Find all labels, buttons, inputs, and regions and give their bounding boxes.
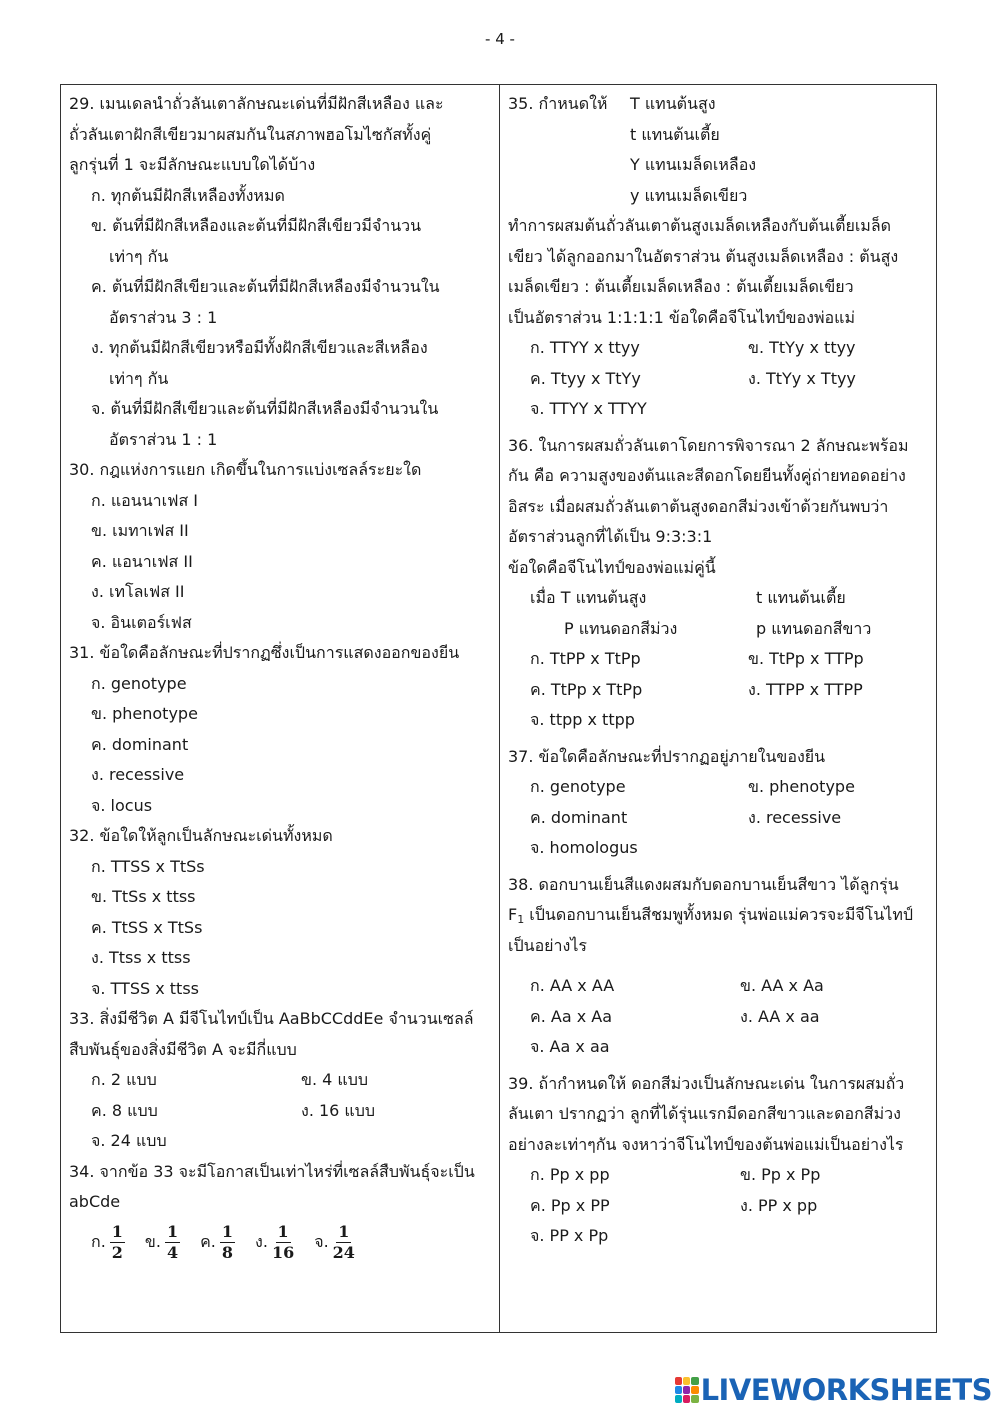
- q37-option-c[interactable]: ค. dominant: [530, 807, 628, 827]
- q29-option-a[interactable]: ก. ทุกต้นมีฝักสีเหลืองทั้งหมด: [91, 185, 285, 205]
- q30-option-e[interactable]: จ. อินเตอร์เฟส: [91, 612, 192, 632]
- q31-stem: 31. ข้อใดคือลักษณะที่ปรากฏซึ่งเป็นการแสดงออกของยีน: [69, 643, 460, 662]
- q38-para-2-text: เป็นดอกบานเย็นสีชมพูทั้งหมด รุ่นพ่อแม่ควรจะมีจีโนไทป์: [524, 905, 914, 924]
- q35-option-e[interactable]: จ. TTYY x TTYY: [530, 399, 647, 418]
- fraction: [333, 1222, 355, 1263]
- q32-option-e[interactable]: จ. TTSS x ttss: [91, 978, 199, 998]
- q38-option-e[interactable]: จ. Aa x aa: [530, 1037, 610, 1056]
- denominator: 2: [111, 1243, 123, 1262]
- page-number: - 4 -: [485, 30, 515, 48]
- q30-option-b[interactable]: ข. เมทาเฟส II: [91, 521, 189, 540]
- q36-key-p: p แทนดอกสีขาว: [756, 618, 872, 638]
- option-label: จ.: [314, 1232, 329, 1251]
- fraction: [110, 1222, 125, 1263]
- q38-row-2: [508, 1002, 930, 1033]
- q31-option-c[interactable]: ค. dominant: [91, 734, 189, 754]
- q34-option-e[interactable]: [314, 1222, 355, 1263]
- numerator: 1: [221, 1222, 234, 1241]
- q38-para-3: เป็นอย่างไร: [508, 935, 587, 955]
- q39-option-d[interactable]: ง. PP x pp: [740, 1195, 818, 1215]
- q38-row-1: [508, 971, 930, 1002]
- q35-option-a[interactable]: ก. TTYY x ttyy: [530, 338, 640, 357]
- q34-stem-1: 34. จากข้อ 33 จะมีโอกาสเป็นเท่าไหร่ที่เซลล์สืบพันธุ์จะเป็น: [69, 1161, 475, 1181]
- q35-key-t: t แทนต้นเตี้ย: [630, 124, 720, 144]
- q36-row-2: [508, 675, 930, 706]
- option-label: ข.: [144, 1232, 161, 1251]
- q39-row-2: [508, 1191, 930, 1222]
- q29-option-e-cont: อัตราส่วน 1 : 1: [109, 429, 218, 449]
- fraction: [165, 1222, 180, 1263]
- q36-key-row-1: [508, 583, 930, 614]
- q32-option-b[interactable]: ข. TtSs x ttss: [91, 887, 196, 906]
- q39-option-c[interactable]: ค. Pp x PP: [530, 1195, 610, 1215]
- q30-stem: 30. กฎแห่งการแยก เกิดขึ้นในการแบ่งเซลล์ระยะใด: [69, 460, 422, 479]
- right-column: [508, 89, 930, 1252]
- q36-para-5: ข้อใดคือจีโนไทป์ของพ่อแม่คู่นี้: [508, 557, 716, 577]
- q35-para-4: เป็นอัตราส่วน 1:1:1:1 ข้อใดคือจีโนไทป์ของพ่อแม่: [508, 307, 855, 327]
- q35-key-Y: Y แทนเมล็ดเหลือง: [630, 155, 757, 174]
- q29-option-b[interactable]: ข. ต้นที่มีฝักสีเหลืองและต้นที่มีฝักสีเขียวมีจำนวน: [91, 216, 422, 235]
- q36-para-1: 36. ในการผสมถั่วลันเตาโดยการพิจารณา 2 ลักษณะพร้อม: [508, 435, 909, 455]
- q36-key-t: t แทนต้นเตี้ย: [756, 588, 846, 607]
- q32-option-d[interactable]: ง. Ttss x ttss: [91, 948, 191, 967]
- q39-para-1: 39. ถ้ากำหนดให้ ดอกสีม่วงเป็นลักษณะเด่น ในการผสมถั่ว: [508, 1073, 905, 1093]
- q36-option-b[interactable]: ข. TtPp x TTPp: [748, 649, 864, 668]
- q37-row-1: [508, 772, 930, 803]
- question-frame: [60, 84, 937, 1333]
- q35-para-1: ทำการผสมต้นถั่วลันเตาต้นสูงเมล็ดเหลืองกับต้นเตี้ยเมล็ด: [508, 216, 892, 235]
- q29-stem-3: ลูกรุ่นที่ 1 จะมีลักษณะแบบใดได้บ้าง: [69, 155, 316, 174]
- denominator: 16: [271, 1243, 295, 1262]
- q34-option-a[interactable]: [91, 1222, 125, 1263]
- q34-options: [69, 1218, 491, 1268]
- option-label: ค.: [200, 1232, 216, 1251]
- q37-option-b[interactable]: ข. phenotype: [748, 777, 855, 796]
- denominator: 24: [332, 1243, 355, 1262]
- q39-option-b[interactable]: ข. Pp x Pp: [740, 1165, 821, 1184]
- q29-stem-2: ถั่วลันเตาฝักสีเขียวมาผสมกันในสภาพฮอโมไซกัสทั้งคู่: [69, 124, 432, 144]
- q33-option-d[interactable]: ง. 16 แบบ: [301, 1100, 376, 1120]
- q36-para-4: อัตราส่วนลูกที่ได้เป็น 9:3:3:1: [508, 527, 713, 546]
- q38-f-subscript: 1: [517, 913, 525, 926]
- q38-para-2: [508, 900, 930, 931]
- q35-stem-1: [508, 89, 930, 120]
- q37-option-a[interactable]: ก. genotype: [530, 777, 626, 796]
- q35-row-2: [508, 364, 930, 395]
- q31-option-d[interactable]: ง. recessive: [91, 765, 185, 784]
- q29-option-c-cont: อัตราส่วน 3 : 1: [109, 307, 218, 327]
- q36-key-P: P แทนดอกสีม่วง: [564, 618, 678, 638]
- q36-option-d[interactable]: ง. TTPP x TTPP: [748, 679, 863, 699]
- q37-stem: 37. ข้อใดคือลักษณะที่ปรากฏอยู่ภายในของยีน: [508, 746, 826, 766]
- q36-option-a[interactable]: ก. TtPP x TtPp: [530, 649, 641, 668]
- q34-option-b[interactable]: [145, 1222, 180, 1263]
- q32-stem: 32. ข้อใดให้ลูกเป็นลักษณะเด่นทั้งหมด: [69, 826, 333, 845]
- q35-para-2: เขียว ได้ลูกออกมาในอัตราส่วน ต้นสูงเมล็ดเหลือง : ต้นสูง: [508, 246, 899, 266]
- q33-option-c[interactable]: ค. 8 แบบ: [91, 1100, 158, 1120]
- q38-para-1: 38. ดอกบานเย็นสีแดงผสมกับดอกบานเย็นสีขาว ได้ลูกรุ่น: [508, 874, 899, 894]
- q35-option-d[interactable]: ง. TtYy x Ttyy: [748, 368, 856, 388]
- q36-option-e[interactable]: จ. ttpp x ttpp: [530, 710, 635, 729]
- q33-stem-2: สืบพันธุ์ของสิ่งมีชีวิต A จะมีกี่แบบ: [69, 1039, 297, 1059]
- q34-option-c[interactable]: [200, 1222, 235, 1263]
- fraction: [220, 1222, 235, 1263]
- q31-option-a[interactable]: ก. genotype: [91, 673, 187, 693]
- q31-option-b[interactable]: ข. phenotype: [91, 704, 198, 723]
- q33-row-2: [69, 1096, 491, 1127]
- q39-para-3: อย่างละเท่าๆกัน จงหาว่าจีโนไทป์ของต้นพ่อแม่เป็นอย่างไร: [508, 1134, 904, 1154]
- q33-option-a[interactable]: ก. 2 แบบ: [91, 1070, 157, 1089]
- q36-option-c[interactable]: ค. TtPp x TtPp: [530, 679, 643, 699]
- q37-option-e[interactable]: จ. homologus: [530, 838, 638, 857]
- q39-para-2: ลันเตา ปรากฏว่า ลูกที่ได้รุ่นแรกมีดอกสีขาวและดอกสีม่วง: [508, 1104, 901, 1123]
- column-divider: [499, 85, 500, 1332]
- q37-row-2: [508, 803, 930, 834]
- q35-option-c[interactable]: ค. Ttyy x TtYy: [530, 368, 641, 388]
- q37-option-d[interactable]: ง. recessive: [748, 807, 842, 827]
- numerator: 1: [338, 1222, 350, 1241]
- q30-option-d[interactable]: ง. เทโลเฟส II: [91, 582, 185, 601]
- numerator: 1: [111, 1222, 123, 1241]
- q33-option-e[interactable]: จ. 24 แบบ: [91, 1131, 167, 1150]
- logo-grid-icon: [675, 1377, 699, 1403]
- q35-key-y: y แทนเมล็ดเขียว: [630, 185, 748, 205]
- option-label: ง.: [255, 1232, 268, 1251]
- q39-row-1: [508, 1160, 930, 1191]
- q36-key-row-2: [508, 614, 930, 645]
- q36-row-1: [508, 644, 930, 675]
- left-column: [69, 89, 491, 1268]
- logo-text: LIVEWORKSHEETS: [700, 1373, 992, 1407]
- q33-row-1: [69, 1065, 491, 1096]
- q39-option-e[interactable]: จ. PP x Pp: [530, 1226, 609, 1245]
- numerator: 1: [277, 1222, 289, 1241]
- q33-stem-1: 33. สิ่งมีชีวิต A มีจีโนไทป์เป็น AaBbCCddEe จำนวนเซลล์: [69, 1009, 474, 1028]
- q33-option-b[interactable]: ข. 4 แบบ: [301, 1070, 368, 1089]
- q29-option-d-cont: เท่าๆ กัน: [109, 368, 169, 388]
- q35-para-3: เมล็ดเขียว : ต้นเตี้ยเมล็ดเหลือง : ต้นเตี้ยเมล็ดเขียว: [508, 277, 854, 296]
- q38-option-b[interactable]: ข. AA x Aa: [740, 976, 824, 995]
- q35-intro: 35. กำหนดให้: [508, 94, 608, 113]
- q39-option-a[interactable]: ก. Pp x pp: [530, 1165, 610, 1184]
- denominator: 4: [166, 1243, 179, 1262]
- q35-row-1: [508, 333, 930, 364]
- q34-stem-2: abCde: [69, 1192, 121, 1211]
- q31-option-e[interactable]: จ. locus: [91, 795, 153, 815]
- q32-option-c[interactable]: ค. TtSS x TtSs: [91, 917, 203, 937]
- q35-option-b[interactable]: ข. TtYy x ttyy: [748, 338, 856, 357]
- q38-f: F: [508, 905, 518, 924]
- q36-para-3: อิสระ เมื่อผสมถั่วลันเตาต้นสูงดอกสีม่วงเข้าด้วยกันพบว่า: [508, 496, 889, 516]
- q35-key-T: T แทนต้นสูง: [630, 94, 716, 113]
- q29-option-d[interactable]: ง. ทุกต้นมีฝักสีเขียวหรือมีทั้งฝักสีเขียวและสีเหลือง: [91, 338, 428, 357]
- q38-option-a[interactable]: ก. AA x AA: [530, 976, 615, 995]
- q30-option-c[interactable]: ค. แอนาเฟส II: [91, 551, 193, 571]
- q38-option-c[interactable]: ค. Aa x Aa: [530, 1006, 613, 1026]
- q29-option-b-cont: เท่าๆ กัน: [109, 246, 169, 266]
- option-label: ก.: [91, 1232, 106, 1251]
- q30-option-a[interactable]: ก. แอนนาเฟส I: [91, 490, 199, 510]
- q29-stem-1: 29. เมนเดลนำถั่วลันเตาลักษณะเด่นที่มีฝักสีเหลือง และ: [69, 94, 444, 113]
- q29-option-e[interactable]: จ. ต้นที่มีฝักสีเขียวและต้นที่มีฝักสีเหลืองมีจำนวนใน: [91, 399, 439, 418]
- fraction: [272, 1222, 294, 1263]
- numerator: 1: [166, 1222, 179, 1241]
- q32-option-a[interactable]: ก. TTSS x TtSs: [91, 856, 205, 876]
- q29-option-c[interactable]: ค. ต้นที่มีฝักสีเขียวและต้นที่มีฝักสีเหลืองมีจำนวนใน: [91, 277, 440, 296]
- denominator: 8: [221, 1243, 234, 1262]
- q38-option-d[interactable]: ง. AA x aa: [740, 1006, 820, 1026]
- q36-key-T: เมื่อ T แทนต้นสูง: [530, 588, 647, 607]
- q34-option-d[interactable]: [255, 1222, 294, 1263]
- q36-para-2: กัน คือ ความสูงของต้นและสีดอกโดยยีนทั้งคู่ถ่ายทอดอย่าง: [508, 466, 906, 485]
- liveworksheets-logo[interactable]: [675, 1373, 992, 1407]
